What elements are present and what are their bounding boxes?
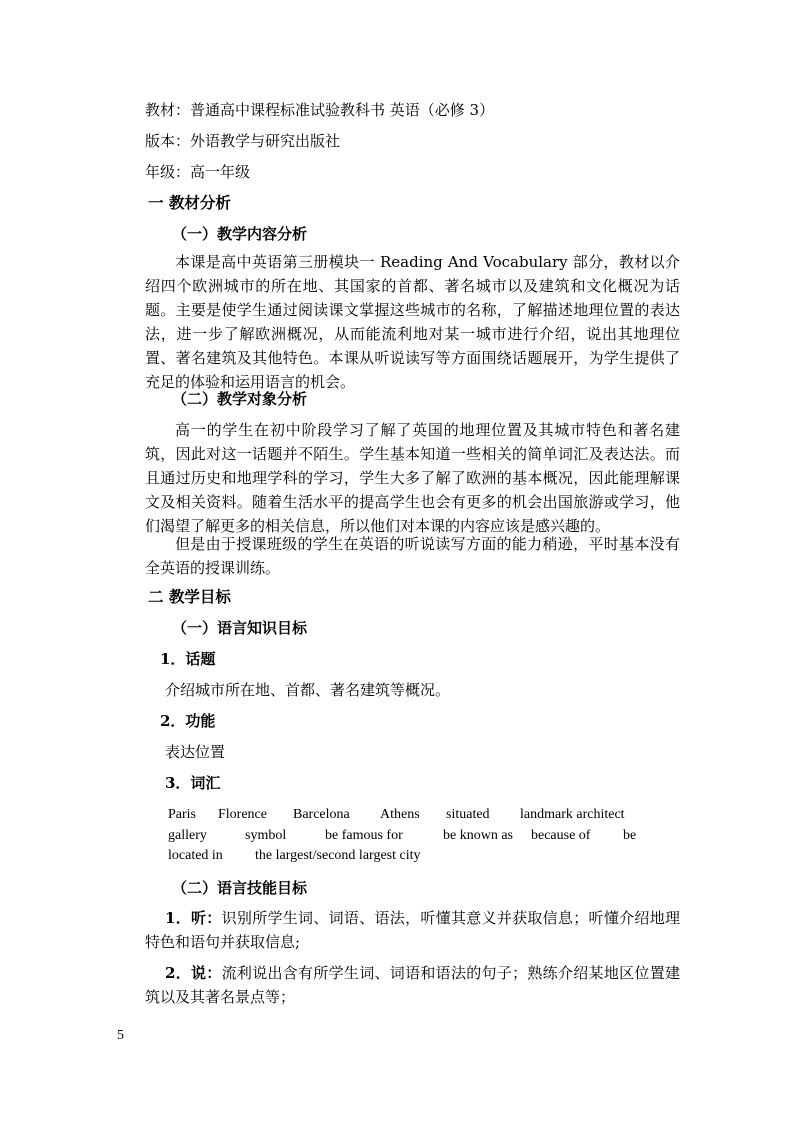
vocab-word: Florence	[218, 807, 267, 822]
vocab-word: be	[623, 828, 637, 843]
vocab-word: because of	[531, 828, 591, 843]
section-2-1-heading: （一）语言知识目标	[172, 619, 308, 637]
section-1-heading: 一 教材分析	[148, 193, 231, 212]
vocab-word: symbol	[245, 828, 287, 843]
listening-goal	[145, 906, 680, 954]
section-1-1-heading: （一）教学内容分析	[172, 225, 308, 243]
vocab-word: be known as	[443, 828, 513, 843]
vocab-word: Athens	[380, 807, 420, 822]
publisher-line: 版本：外语教学与研究出版社	[145, 132, 341, 150]
audience-note-paragraph: 但是由于授课班级的学生在英语的听说读写方面的能力稍逊，平时基本没有全英语的授课训练。	[145, 535, 680, 577]
section-2-heading: 二 教学目标	[148, 587, 231, 606]
vocab-label: 3．词汇	[165, 774, 221, 792]
vocab-word: landmark architect	[520, 807, 625, 822]
speaking-goal	[145, 961, 680, 1009]
vocab-word: located in	[168, 848, 223, 863]
section-2-2-heading: （二）语言技能目标	[172, 879, 308, 897]
listening-label: 1．听：	[165, 909, 222, 927]
section-1-2-heading: （二）教学对象分析	[172, 390, 308, 408]
page-number: 5	[117, 1028, 124, 1043]
topic-label: 1．话题	[160, 650, 216, 668]
audience-analysis-paragraph: 高一的学生在初中阶段学习了解了英国的地理位置及其城市特色和著名建筑，因此对这一话题并不陌生。学生基本知道一些相关的简单词汇及表达法。而且通过历史和地理学科的学习，学生大多了解了欧洲的基本概况，因此能理解课文及相关资料。随着生活水平的提高学生也会有更多的机会出国旅游或学习，他们渴望了解更多的相关信息，所以他们对本课的内容应该是感兴趣的。	[145, 421, 680, 535]
grade-line: 年级：高一年级	[145, 163, 251, 181]
listening-text: 识别所学生词、词语、语法，听懂其意义并获取信息；听懂介绍地理特色和语句并获取信息;	[145, 909, 681, 951]
vocab-word: Barcelona	[293, 807, 350, 822]
topic-text: 介绍城市所在地、首都、著名建筑等概况。	[165, 681, 451, 699]
function-text: 表达位置	[165, 743, 226, 761]
function-label: 2．功能	[160, 712, 216, 730]
vocab-word: Paris	[168, 807, 196, 822]
vocab-word: situated	[446, 807, 490, 822]
vocab-word: be famous for	[325, 828, 403, 843]
speaking-label: 2．说：	[165, 964, 222, 982]
vocab-word: the largest/second largest city	[255, 848, 421, 863]
content-analysis-paragraph: 本课是高中英语第三册模块一 Reading And Vocabulary 部分，教材以介绍四个欧洲城市的所在地、其国家的首都、著名城市以及建筑和文化概况为话题。主要是使学生通过阅读课文掌握这些城市的名称，了解描述地理位置的表达法，进一步了解欧洲概况，从而能流利地对某一城市进行介绍，说出其地理位置、著名建筑及其他特色。本课从听说读写等方面围绕话题展开，为学生提供了充足的体验和运用语言的机会。	[145, 253, 680, 391]
speaking-text: 流利说出含有所学生词、词语和语法的句子；熟练介绍某地区位置建筑以及其著名景点等；	[145, 964, 681, 1006]
textbook-line: 教材：普通高中课程标准试验教科书 英语（必修 3）	[145, 101, 495, 119]
vocab-word: gallery	[168, 828, 207, 843]
